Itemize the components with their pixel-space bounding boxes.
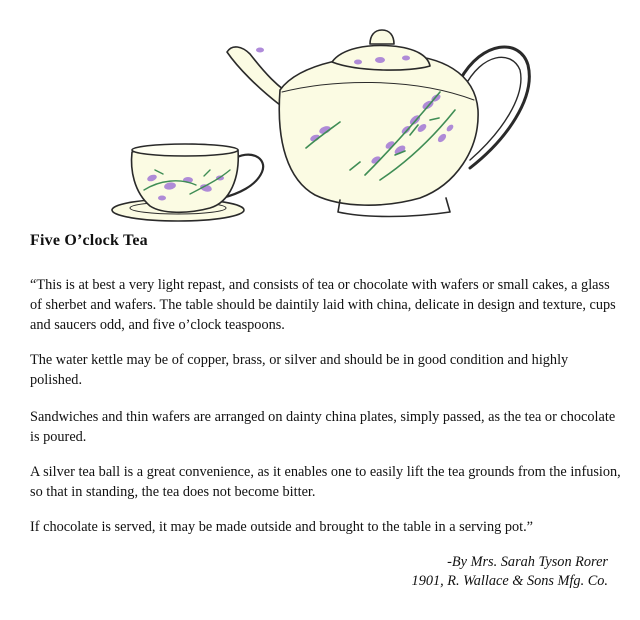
attribution-author: -By Mrs. Sarah Tyson Rorer [447,554,608,570]
paragraph-1: “This is at best a very light repast, and consists of tea or chocolate with wafers or small cakes, a glass of sherbet and wafers. The table should be daintily laid with china, delicate in design and texture, cups and saucers odd, and five o’clock teaspoons. [30,277,616,333]
tea-set-illustration [110,10,610,225]
paragraph-4: A silver tea ball is a great convenience, as it enables one to easily lift the tea grounds from the infusion, so that in standing, the tea does not become bitter. [30,464,621,500]
paragraph-5: If chocolate is served, it may be made outside and brought to the table in a serving pot.” [30,519,534,535]
paragraph-3: Sandwiches and thin wafers are arranged on dainty china plates, simply passed, as the tea or chocolate is poured. [30,409,616,445]
paragraph-2: The water kettle may be of copper, brass, or silver and should be in good condition and highly polished. [30,352,569,388]
attribution-source: 1901, R. Wallace & Sons Mfg. Co. [411,573,608,589]
page-title: Five O’clock Tea [30,232,148,249]
